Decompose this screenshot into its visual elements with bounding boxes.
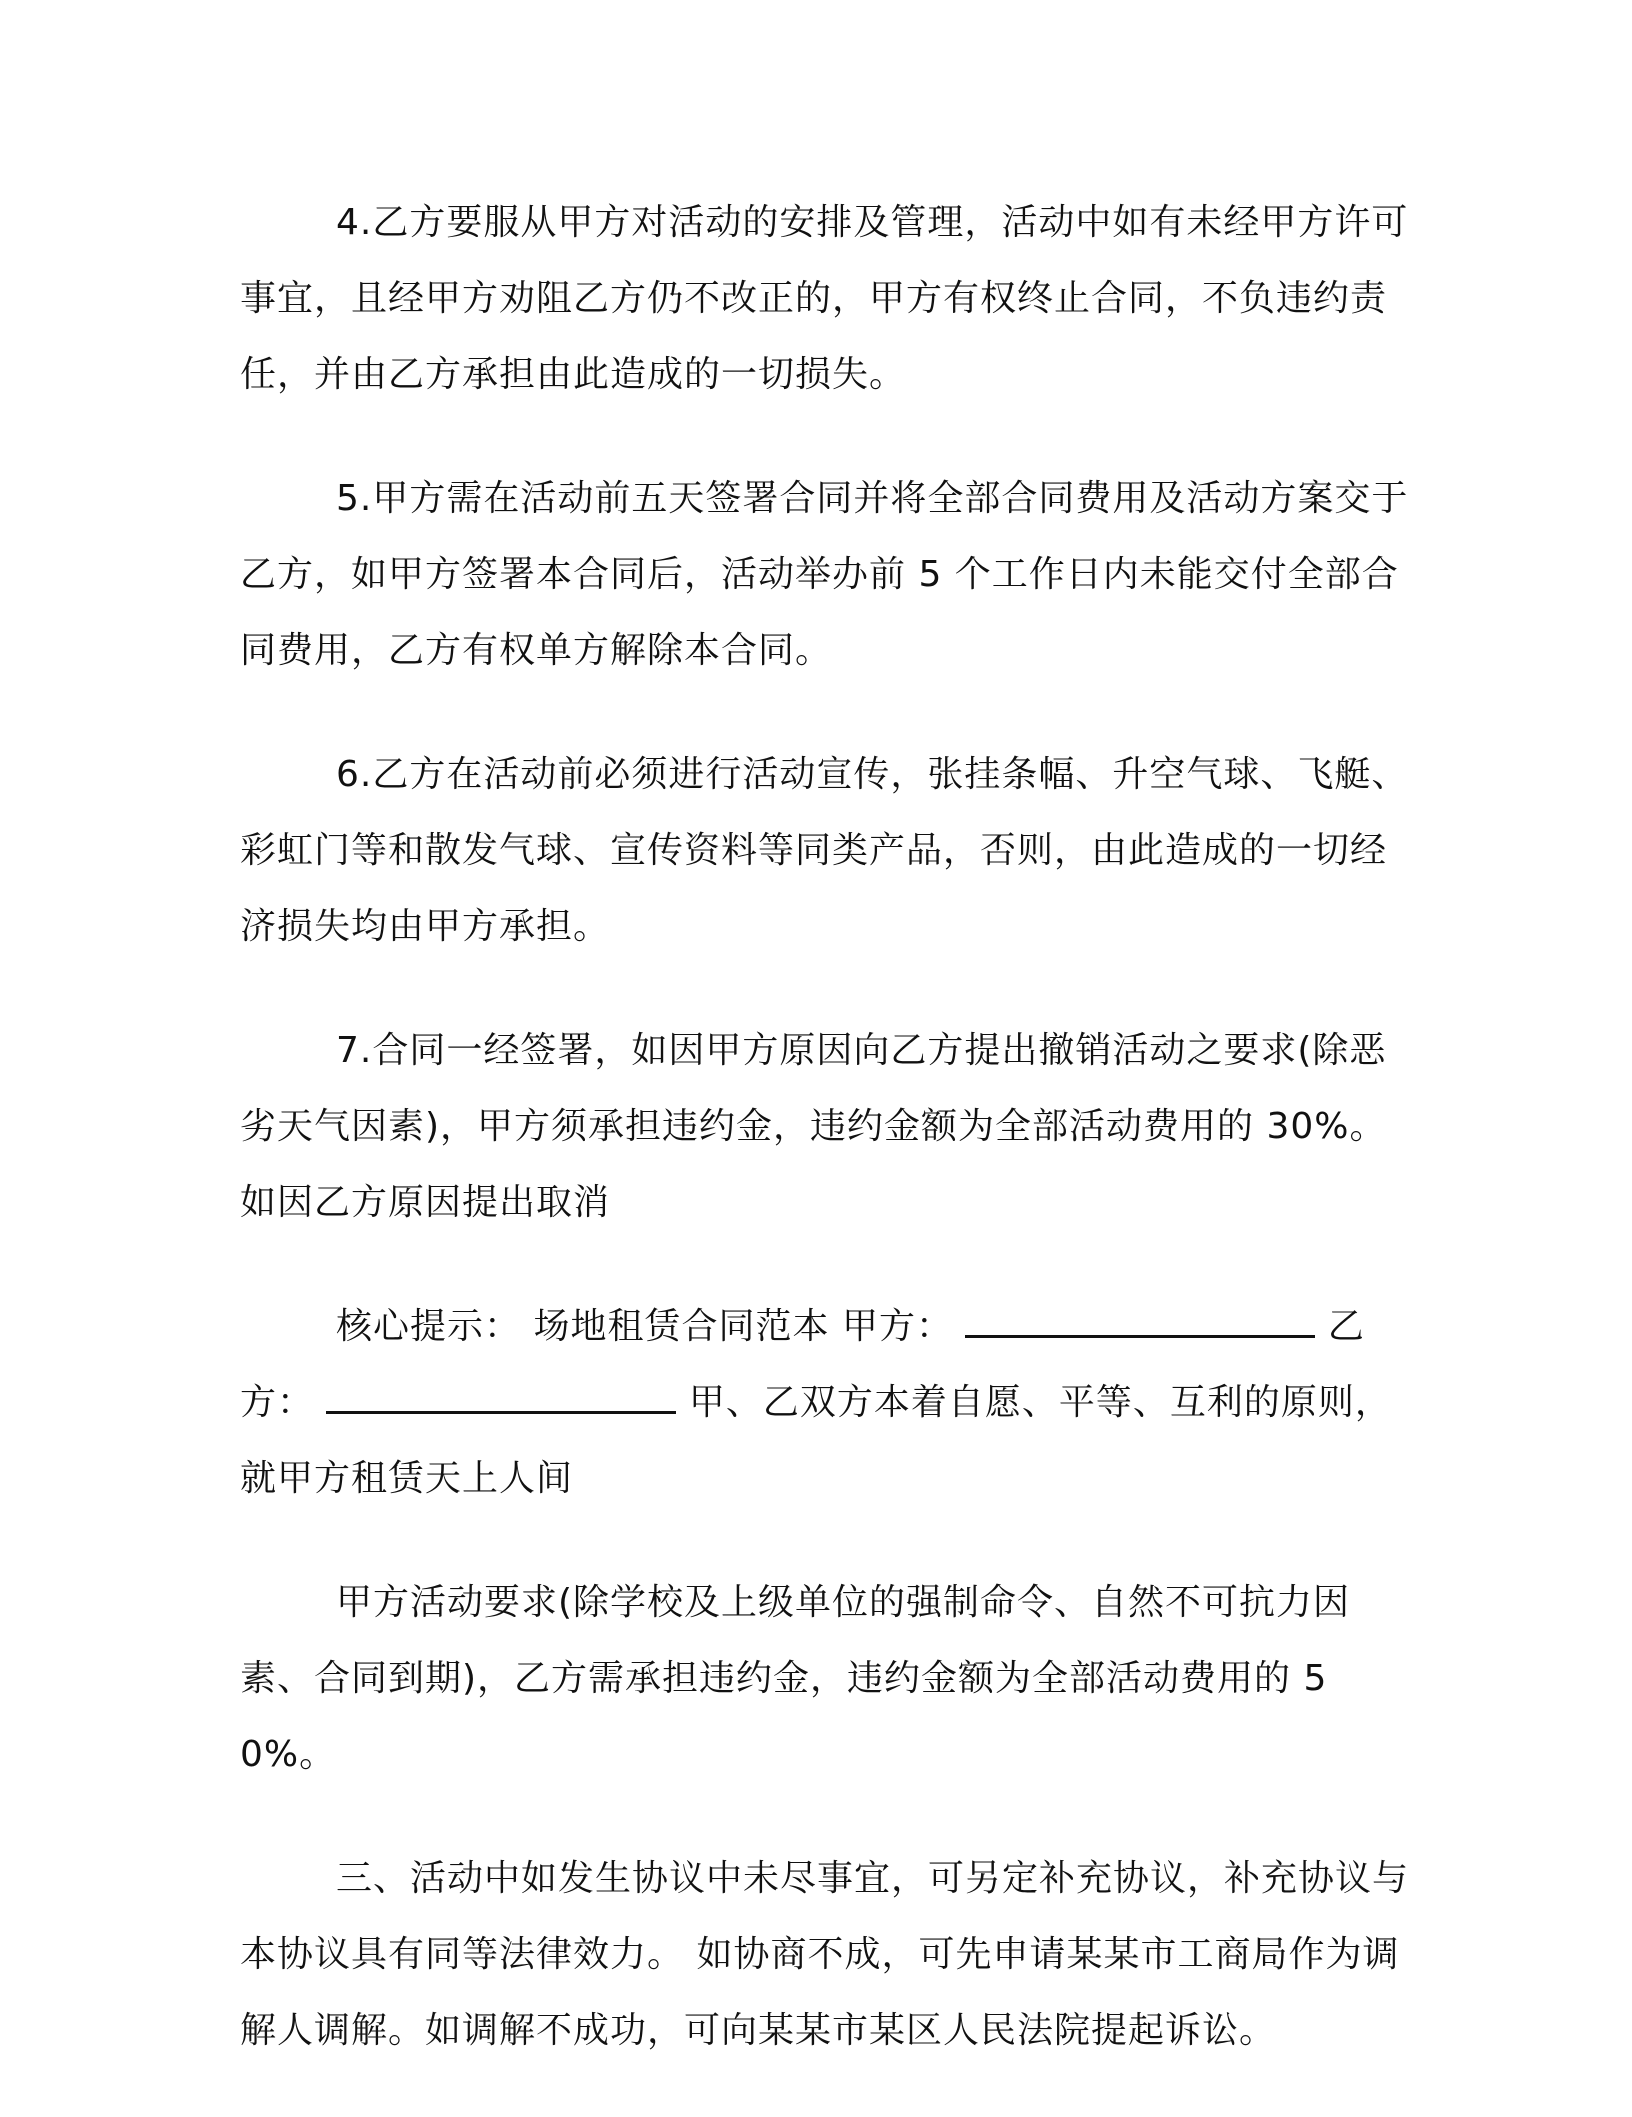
document-page xyxy=(240,185,1410,2117)
party-b-label: 乙方： xyxy=(240,1306,1365,1423)
party-b-blank-line xyxy=(326,1381,676,1414)
core-tip-title: 场地租赁合同范本 xyxy=(533,1306,830,1347)
party-a-label: 甲方： xyxy=(841,1306,953,1347)
clause-7-paragraph: 7.合同一经签署，如因甲方原因向乙方提出撤销活动之要求(除恶劣天气因素)，甲方须承担违约金，违约金额为全部活动费用的 30%。如因乙方原因提出取消 xyxy=(240,1030,1387,1223)
section-three-paragraph: 三、活动中如发生协议中未尽事宜，可另定补充协议，补充协议与本协议具有同等法律效力。 如协商不成，可先申请某某市工商局作为调解人调解。如调解不成功，可向某某市某区人民法院提起诉讼。 xyxy=(240,1858,1410,2051)
clause-5-paragraph: 5.甲方需在活动前五天签署合同并将全部合同费用及活动方案交于乙方，如甲方签署本合同后，活动举办前 5 个工作日内未能交付全部合同费用，乙方有权单方解除本合同。 xyxy=(240,478,1409,671)
clause-6-paragraph: 6.乙方在活动前必须进行活动宣传，张挂条幅、升空气球、飞艇、彩虹门等和散发气球、宣传资料等同类产品，否则，由此造成的一切经济损失均由甲方承担。 xyxy=(240,754,1409,947)
party-a-blank-line xyxy=(965,1305,1315,1338)
core-tip-tail: 甲、乙双方本着自愿、平等、互利的原则，就甲方租赁天上人间 xyxy=(240,1382,1392,1499)
core-tip-paragraph xyxy=(240,1289,1410,1517)
clause-4-paragraph: 4.乙方要服从甲方对活动的安排及管理，活动中如有未经甲方许可事宜，且经甲方劝阻乙方仍不改正的，甲方有权终止合同，不负违约责任，并由乙方承担由此造成的一切损失。 xyxy=(240,202,1409,395)
penalty-paragraph: 甲方活动要求(除学校及上级单位的强制命令、自然不可抗力因素、合同到期)，乙方需承担违约金，违约金额为全部活动费用的 50%。 xyxy=(240,1582,1351,1775)
core-tip-label: 核心提示： xyxy=(336,1306,522,1347)
